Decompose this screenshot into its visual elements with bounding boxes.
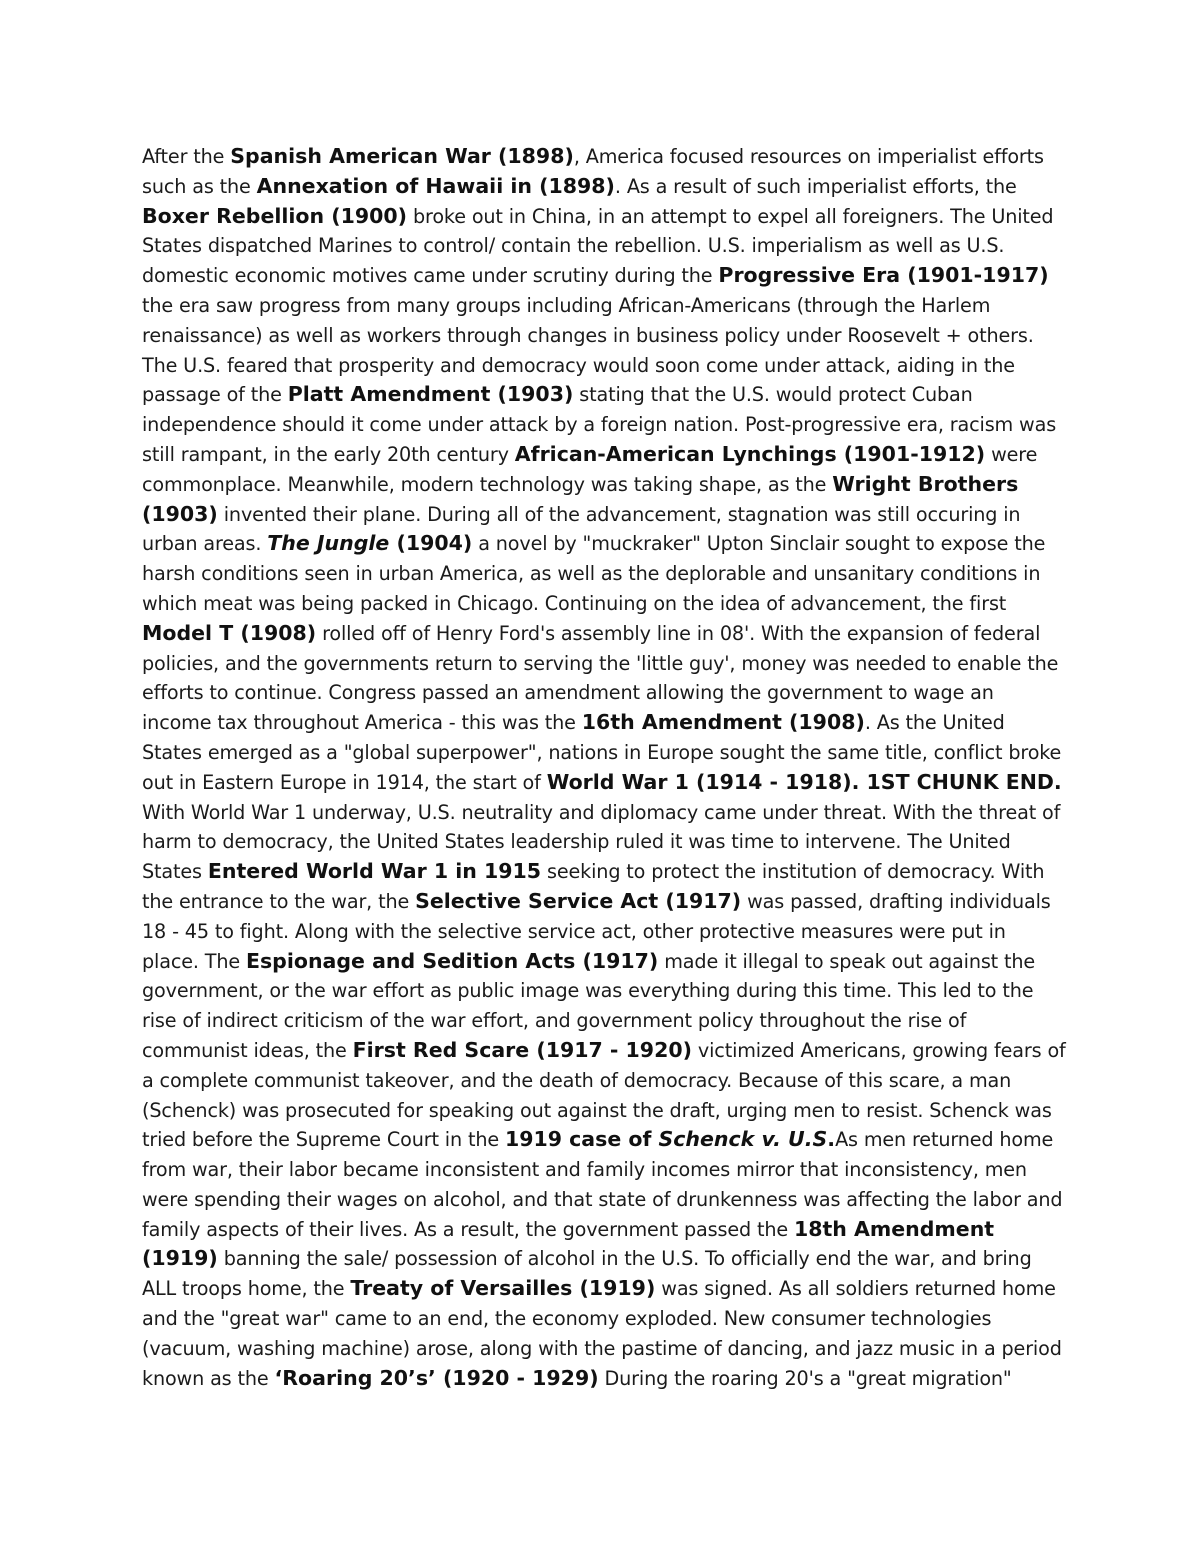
key-term: 16th Amendment (1908) [581,710,865,735]
text-run: victimized Americans, growing fears of a complete communist takeover, and the death of democracy. Because of this scare, a man (Schenck) was prosecuted for speaking out against the draft, urging men to resist. Schenck was tried before the Supreme Court in the [142,1038,1066,1152]
text-run: With World War 1 underway, U.S. neutrality and diplomacy came under threat. With the threat of harm to democracy, the United States leadership ruled it was time to intervene. The United States [142,800,1061,884]
key-term: Espionage and Sedition Acts (1917) [245,948,659,973]
key-term: Spanish American War (1898) [230,144,574,168]
text-run: banning the sale/ possession of alcohol in the U.S. To officially end the war, and bring ALL troops home, the [142,1247,1032,1301]
key-term: Entered World War 1 in 1915 [207,859,542,884]
book-title: The Jungle [267,531,390,556]
key-term: African-American Lynchings (1901-1912) [514,441,986,466]
text-run: was signed. As all soldiers returned home and the "great war" came to an end, the economy exploded. New consumer technologies (vacuum, washing machine) arose, along with the pastime of dancing, and jazz music in a period known as the [142,1277,1062,1390]
text-run: the era saw progress from many groups including African-Americans (through the Harlem renaissance) as well as workers through changes in business policy under Roosevelt + others. The U.S. feared that prosperity and democracy would soon come under attack, aiding in the passage of the [142,293,1034,407]
key-term: First Red Scare (1917 - 1920) [352,1037,692,1062]
key-term: Annexation of Hawaii in (1898) [256,173,615,198]
text-run: seeking to protect the institution of democracy. With the entrance to the war, the [142,860,1045,913]
text-run: . As a result of such imperialist efforts, the [614,174,1017,198]
text-run: invented their plane. During all of the advancement, stagnation was still occuring in urban areas. [142,502,1021,556]
key-term: 1919 case of [504,1127,659,1152]
text-run: As men returned home from war, their labor became inconsistent and family incomes mirror that inconsistency, men were spending their wages on alcohol, and that state of drunkenness was affecting the labor and family aspects of their lives. As a result, the government passed the [142,1128,1063,1241]
key-term: Platt Amendment (1903) [287,382,574,407]
key-term-title [267,531,389,555]
text-run: , America focused resources on imperialist efforts such as the [142,145,1044,198]
text-run: were commonplace. Meanwhile, modern technology was taking shape, as the [142,442,1038,496]
key-term: ‘Roaring 20’s’ (1920 - 1929) [274,1365,599,1390]
key-term: Model T (1908) [142,620,317,645]
body-paragraph [142,142,1067,1393]
text-run: a novel by "muckraker" Upton Sinclair sought to expose the harsh conditions seen in urban America, as well as the deplorable and unsanitary conditions in which meat was being packed in Chicago. Continuing on the idea of advancement, the first [142,532,1046,615]
text-run: During the roaring 20's a "great migration" [598,1366,1012,1390]
key-term: . [827,1127,836,1152]
text-run: After the [142,145,231,168]
text-run: made it illegal to speak out against the government, or the war effort as public image was everything during this time. This led to the rise of indirect criticism of the war effort, and government policy throughout the rise of communist ideas, the [142,949,1036,1062]
key-term: Boxer Rebellion (1900) [142,203,408,228]
key-term-case [659,1127,828,1151]
text-run: broke out in China, in an attempt to expel all foreigners. The United States dispatched Marines to control/ contain the rebellion. U.S. imperialism as well as U.S. domestic economic motives came under scrutiny during the [142,204,1054,288]
case-title: Schenck v. U.S [658,1127,828,1152]
key-term: 18th Amendment (1919) [142,1216,995,1271]
key-term: Selective Service Act (1917) [415,888,742,913]
text-run: was passed, drafting individuals 18 - 45 to fight. Along with the selective service act, other protective measures were put in place. The [142,889,1051,973]
key-term: World War 1 (1914 - 1918). 1ST CHUNK END. [546,769,1062,794]
text-run: stating that the U.S. would protect Cuban independence should it come under attack by a foreign nation. Post-progressive era, racism was still rampant, in the early 20th century [142,383,1057,466]
key-term: (1904) [389,531,473,556]
key-term: Progressive Era (1901-1917) [718,263,1049,288]
key-term: Treaty of Versailles (1919) [350,1276,656,1301]
text-run: . As the United States emerged as a "global superpower", nations in Europe sought the same title, conflict broke out in Eastern Europe in 1914, the start of [142,711,1062,794]
key-term: Wright Brothers (1903) [142,471,1019,526]
text-run: rolled off of Henry Ford's assembly line in 08'. With the expansion of federal policies, and the governments return to serving the 'little guy', money was needed to enable the efforts to continue. Congress passed an amendment allowing the government to wage an income tax throughout America - this was the [142,621,1059,735]
